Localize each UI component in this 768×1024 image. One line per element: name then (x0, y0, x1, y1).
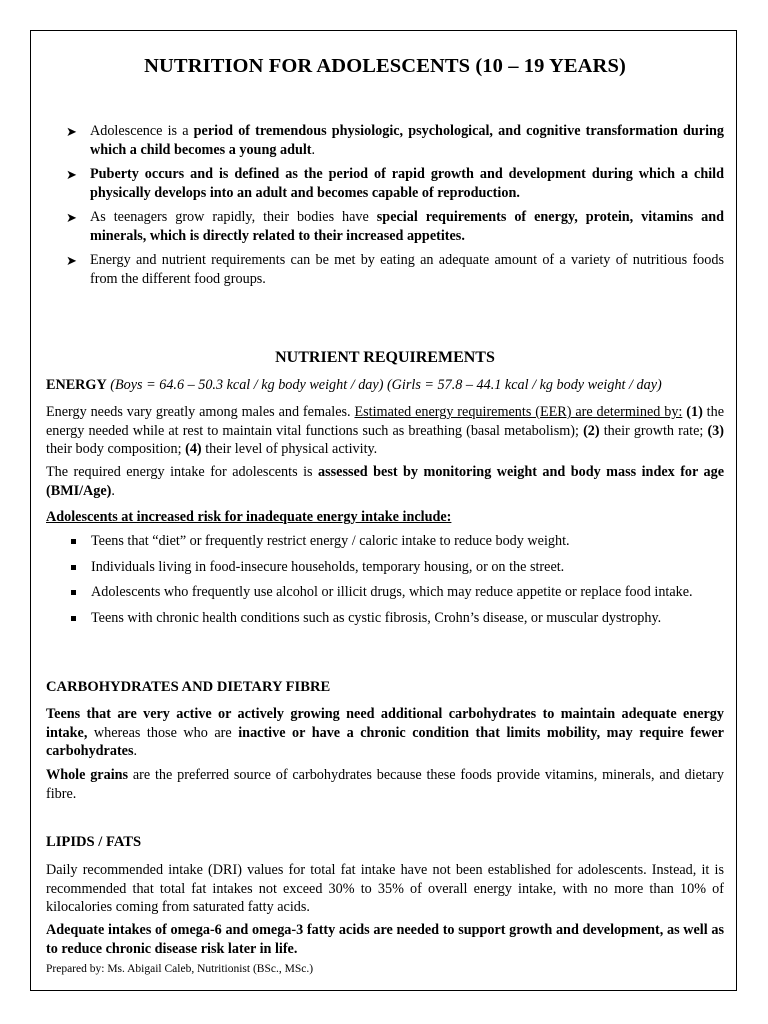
eer-factor-2: their growth rate; (599, 422, 708, 439)
carbohydrates-paragraph (46, 705, 724, 761)
list-item (46, 532, 724, 551)
intro-text: Adolescence is a (90, 123, 194, 139)
list-item-text: Adolescents who frequently use alcohol or illicit drugs, which may reduce appetite or replace food intake. (91, 584, 693, 600)
lipids-paragraph: Daily recommended intake (DRI) values for total fat intake have not been established for adolescents. Instead, it is recommended that total fat intakes not exceed 30% to 35% of overall energy intake, with no more than 10% of kilocalories coming from saturated fatty acids. (46, 862, 724, 915)
omega-fatty-acids-paragraph: Adequate intakes of omega-6 and omega-3 fatty acids are needed to support growth and development, as well as to reduce chronic disease risk later in life. (46, 922, 724, 957)
arrow-bullet-icon: ➤ (66, 210, 77, 225)
lipids-heading: LIPIDS / FATS (46, 834, 142, 850)
square-bullet-icon (71, 539, 76, 544)
list-item-text: Individuals living in food-insecure households, temporary housing, or on the street. (91, 558, 565, 575)
eer-number-3: (3) (707, 422, 724, 439)
square-bullet-icon (71, 565, 76, 570)
eer-underlined-text: Estimated energy requirements (EER) are determined by: (354, 404, 683, 420)
intro-text-end: . (311, 142, 316, 158)
eer-number-1: (1) (686, 404, 703, 420)
risk-heading: Adolescents at increased risk for inadequate energy intake include: (46, 509, 452, 525)
intro-bold-text: Puberty occurs and is defined as the period of rapid growth and development during which a child physically develops into an adult and becomes capable of reproduction. (90, 166, 724, 201)
arrow-bullet-icon: ➤ (66, 253, 77, 268)
intro-item (46, 251, 724, 289)
intro-item (46, 122, 724, 160)
list-item-text: Teens that “diet” or frequently restrict energy / caloric intake to reduce body weight. (91, 533, 570, 549)
footer-credit: Prepared by: Ms. Abigail Caleb, Nutritionist (BSc., MSc.) (46, 963, 314, 975)
risk-list (46, 532, 724, 634)
square-bullet-icon (71, 616, 76, 621)
square-bullet-icon (71, 590, 76, 595)
intake-text: The required energy intake for adolescents is (46, 464, 319, 480)
intro-list (46, 122, 724, 294)
intro-bold-text: special requirements of energy, protein, vitamins and minerals, which is directly related to their increased appetites. (90, 209, 724, 244)
intake-bold-text: assessed best by monitoring weight and body mass index for age (BMI/Age) (46, 464, 724, 499)
nutrient-requirements-heading: NUTRIENT REQUIREMENTS (275, 349, 495, 366)
eer-number-2: (2) (583, 422, 600, 439)
energy-line (46, 376, 724, 395)
intake-text-end: . (111, 482, 115, 499)
intro-bold-text: period of tremendous physiologic, psychological, and cognitive transformation during which a child becomes a young adult (90, 123, 724, 158)
document-page (30, 30, 737, 991)
eer-factor-3: their body composition; (46, 441, 186, 457)
eer-factor-4: their level of physical activity. (201, 441, 378, 457)
eer-number-4: (4) (185, 441, 202, 457)
energy-values: (Boys = 64.6 – 50.3 kcal / kg body weight / day) (Girls = 57.8 – 44.1 kcal / kg body weight / day) (110, 377, 662, 393)
energy-label: ENERGY (46, 377, 107, 393)
page-title: NUTRITION FOR ADOLESCENTS (10 – 19 YEARS) (144, 55, 626, 77)
energy-intake-paragraph (46, 463, 724, 500)
list-item (46, 558, 724, 577)
intro-text: As teenagers grow rapidly, their bodies have (90, 209, 377, 225)
energy-paragraph (46, 403, 724, 459)
carbs-bold-text-2: inactive or have a chronic condition that limits mobility, may require fewer carbohydrates (46, 724, 724, 759)
list-item (46, 583, 724, 602)
list-item (46, 609, 724, 628)
whole-grains-bold-text: Whole grains (46, 767, 129, 783)
carbohydrates-heading: CARBOHYDRATES AND DIETARY FIBRE (46, 679, 331, 695)
intro-item (46, 208, 724, 246)
carbs-bold-text: Teens that are very active or actively growing need additional carbohydrates to maintain adequate energy intake, (46, 706, 724, 741)
intro-item (46, 165, 724, 203)
eer-factor-1: the energy needed while at rest to maintain vital functions such as breathing (basal metabolism); (46, 404, 725, 439)
whole-grains-text: are the preferred source of carbohydrates because these foods provide vitamins, minerals, and dietary fibre. (46, 767, 724, 802)
energy-paragraph-text: Energy needs vary greatly among males and females. (46, 404, 355, 420)
carbs-text-end: . (133, 743, 138, 759)
list-item-text: Teens with chronic health conditions such as cystic fibrosis, Crohn’s disease, or muscular dystrophy. (91, 609, 662, 626)
arrow-bullet-icon: ➤ (66, 167, 77, 182)
arrow-bullet-icon: ➤ (66, 124, 77, 139)
whole-grains-paragraph (46, 766, 724, 803)
carbs-text: whereas those who are (87, 724, 239, 741)
intro-text: Energy and nutrient requirements can be met by eating an adequate amount of a variety of nutritious foods from the different food groups. (90, 252, 724, 287)
